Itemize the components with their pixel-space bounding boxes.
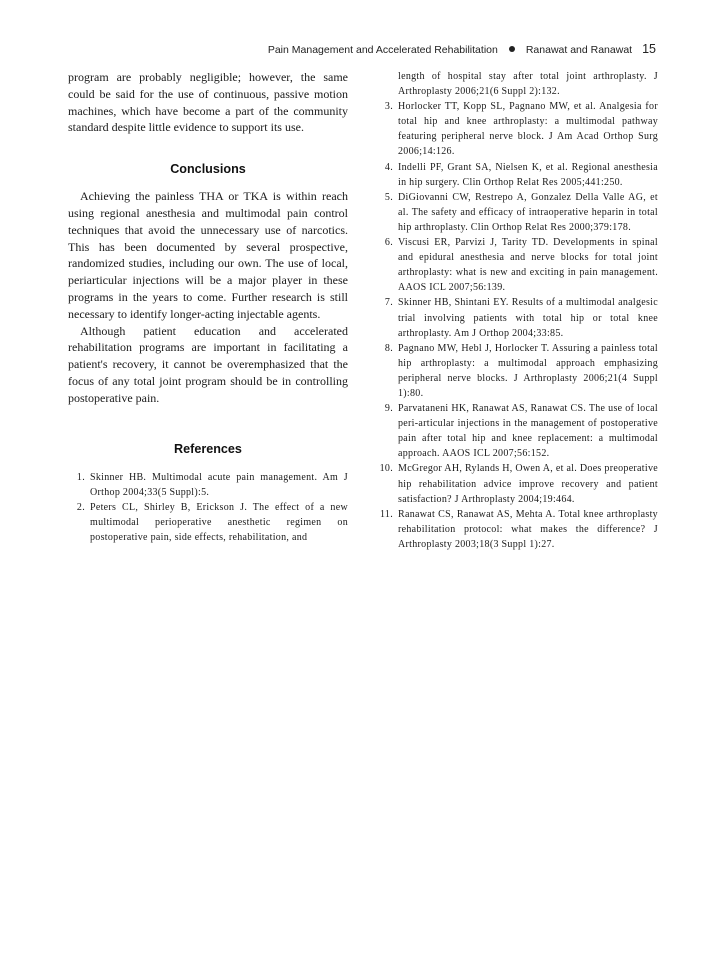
reference-number: 7. (384, 297, 393, 309)
reference-number: 2. (76, 501, 85, 513)
reference-item (68, 500, 348, 545)
reference-text: Parvataneni HK, Ranawat AS, Ranawat CS. The use of local peri-articular injections in the management of postoperative pain after total hip and knee replacement: a multimodal approach. AAOS ICL 2007;56:152. (398, 403, 658, 460)
opening-paragraph: program are probably negligible; however, the same could be said for the use of continuous, passive motion machines, which have become a part of the community standard despite little evidence to support its use. (68, 70, 348, 135)
conclusions-paragraph-1: Achieving the painless THA or TKA is within reach using regional anesthesia and multimodal pain control techniques that avoid the unnecessary use of narcotics. This has been documented by several prospective, randomized studies, including our own. The use of local, periarticular injections will be a major player in these programs in the years to come. Further research is still necessary to identify longer-acting injectable agents. (68, 189, 348, 321)
reference-number: 4. (384, 161, 393, 173)
conclusions-paragraph-2: Although patient education and accelerated rehabilitation programs are important in facilitating a patient's recovery, it cannot be overemphasized that the focus of any total joint program should be in controlling postoperative pain. (68, 323, 348, 405)
running-title: Pain Management and Accelerated Rehabilitation (267, 44, 498, 56)
reference-list-left (68, 470, 348, 545)
reference-item (378, 295, 658, 340)
reference-item (378, 507, 658, 552)
conclusions-heading: Conclusions (170, 162, 246, 177)
page-number: 15 (642, 42, 656, 56)
reference-item (378, 160, 658, 190)
reference-number: 10. (379, 463, 393, 475)
reference-text: Viscusi ER, Parvizi J, Tarity TD. Developments in spinal and epidural anesthesia and nerve blocks for total joint arthroplasty: what is new and exciting in pain management. AAOS ICL 2007;56:139. (398, 237, 658, 294)
reference-number: 8. (384, 342, 393, 354)
reference-text: Skinner HB. Multimodal acute pain management. Am J Orthop 2004;33(5 Suppl):5. (90, 471, 348, 498)
reference-text: Horlocker TT, Kopp SL, Pagnano MW, et al. Analgesia for total hip and knee arthroplasty: a multimodal pathway featuring peripheral nerve block. J Am Acad Orthop Surg 2006;14:126. (398, 101, 658, 158)
right-column (378, 69, 658, 552)
reference-item (378, 235, 658, 295)
references-heading: References (174, 441, 242, 456)
reference-item (378, 341, 658, 401)
reference-continuation: length of hospital stay after total joint arthroplasty. J Arthroplasty 2006;21(6 Suppl 2):132. (398, 71, 658, 98)
separator-bullet (509, 46, 515, 52)
reference-item (378, 99, 658, 159)
reference-text: Indelli PF, Grant SA, Nielsen K, et al. Regional anesthesia in hip surgery. Clin Orthop Relat Res 2005;441:250. (398, 161, 658, 188)
reference-text: Ranawat CS, Ranawat AS, Mehta A. Total knee arthroplasty rehabilitation protocol: what makes the difference? J Arthroplasty 2003;18(3 Suppl 1):27. (398, 508, 658, 550)
running-header (70, 42, 656, 56)
reference-number: 1. (76, 471, 85, 483)
reference-item (68, 470, 348, 500)
reference-number: 11. (379, 508, 393, 520)
reference-text: Peters CL, Shirley B, Erickson J. The effect of a new multimodal perioperative anesthetic regimen on postoperative pain, side effects, rehabilitation, and (90, 501, 348, 543)
reference-text: Pagnano MW, Hebl J, Horlocker T. Assuring a painless total hip arthroplasty: a multimodal approach emphasizing peripheral nerve blocks. J Arthroplasty 2006;21(4 Suppl 1):80. (398, 342, 658, 399)
reference-number: 9. (384, 403, 393, 415)
reference-text: McGregor AH, Rylands H, Owen A, et al. Does preoperative hip rehabilitation advice improve recovery and patient satisfaction? J Arthroplasty 2004;19:464. (398, 463, 658, 505)
running-authors: Ranawat and Ranawat (525, 44, 633, 56)
reference-number: 5. (384, 191, 393, 203)
reference-item (378, 461, 658, 506)
reference-number: 3. (384, 101, 393, 113)
reference-item (378, 401, 658, 461)
reference-item (378, 190, 658, 235)
reference-text: Skinner HB, Shintani EY. Results of a multimodal analgesic trial involving patients with total hip or total knee arthroplasty. Am J Orthop 2004;33:85. (398, 297, 658, 339)
reference-list-right (378, 69, 658, 552)
reference-number: 6. (384, 237, 393, 249)
left-column (68, 69, 348, 545)
reference-text: DiGiovanni CW, Restrepo A, Gonzalez Della Valle AG, et al. The safety and efficacy of intraoperative heparin in total hip arthroplasty. Clin Orthop Relat Res 2000;379:178. (398, 191, 658, 233)
